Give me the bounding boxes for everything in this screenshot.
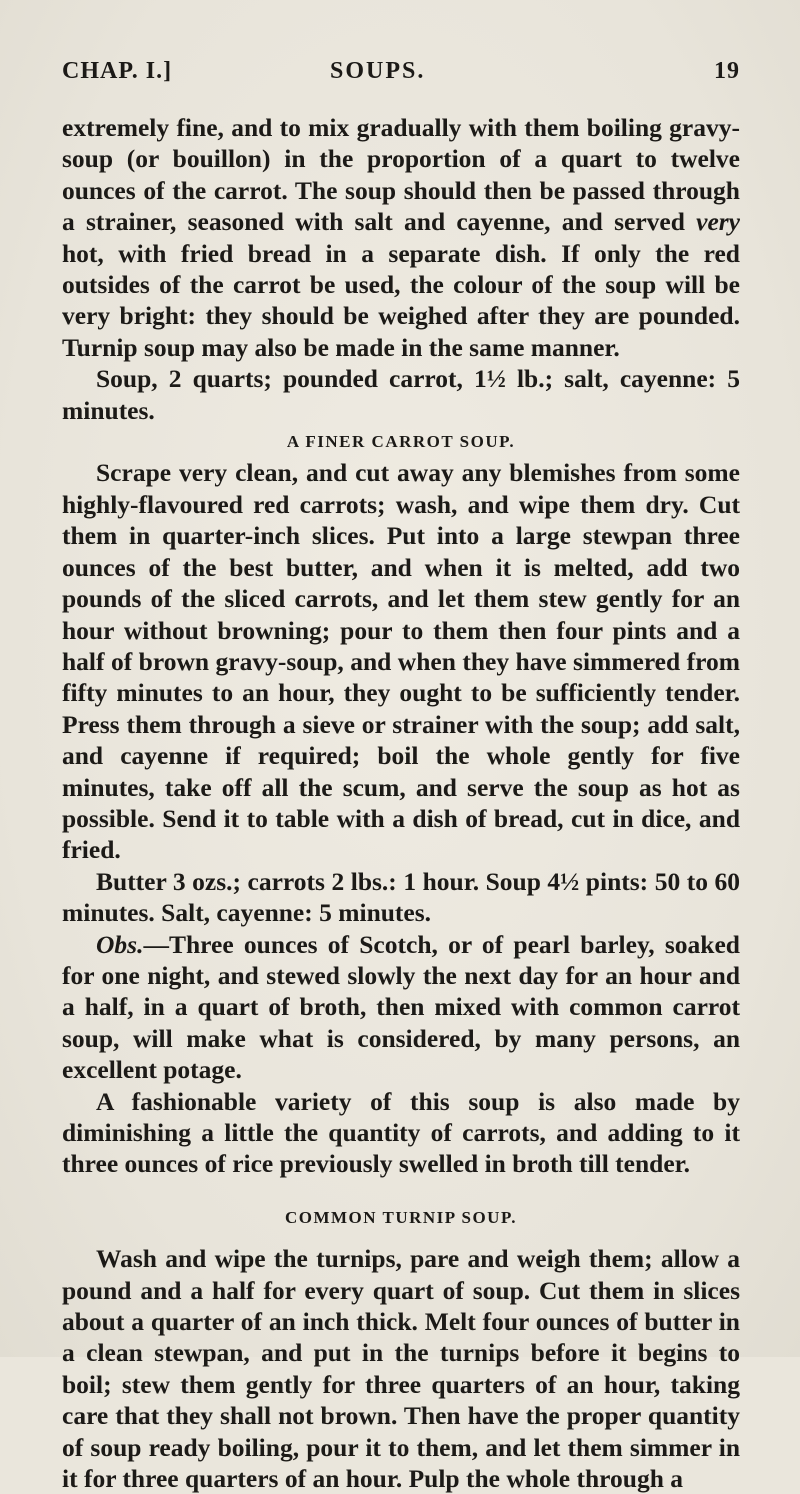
paragraph-continued <box>62 112 740 363</box>
paragraph: Scrape very clean, and cut away any blemishes from some highly-flavoured red carrots; wash, and wipe them dry. Cut them in quarter-inch slices. Put into a large stewpan three ounces of the best butter, and when it is melted, add two pounds of the sliced carrots, and let them stew gently for an hour without browning; pour to them then four pints and a half of brown gravy-soup, and when they have simmered from fifty minutes to an hour, they ought to be sufficiently tender. Press them through a sieve or strainer with the soup; add salt, and cayenne if required; boil the whole gently for five minutes, take off all the scum, and serve the soup as hot as possible. Send it to table with a dish of bread, cut in dice, and fried. <box>62 458 740 865</box>
obs-label: Obs. <box>96 929 144 959</box>
running-head <box>62 58 740 98</box>
emphasis-text: very <box>696 207 741 237</box>
paragraph: A fashionable variety of this soup is also made by diminishing a little the quantity of carrots, and adding to it three ounces of rice previously swelled in broth till tender. <box>62 1086 740 1179</box>
paragraph: Wash and wipe the turnips, pare and weigh them; allow a pound and a half for every quart of soup. Cut them in slices about a quarter of an inch thick. Melt four ounces of butter in a clean stewpan, and put in the turnips before it begins to boil; stew them gently for three quarters of an hour, taking care that they shall not brown. Then have the proper quantity of soup ready boiling, pour it to them, and let them simmer in it for three quarters of an hour. Pulp the whole through a <box>62 1244 740 1494</box>
paragraph-text: hot, with fried bread in a separate dish. If only the red outsides of the carrot be used, the colour of the soup will be very bright: they should be weighed after they are pounded. Turnip soup may also be made in the same manner. <box>62 238 740 362</box>
page-number: 19 <box>714 58 740 84</box>
paragraph-text: —Three ounces of Scotch, or of pearl barley, soaked for one night, and stewed slowly the next day for an hour and a half, in a quart of broth, then mixed with common carrot soup, will make what is considered, by many persons, an excellent potage. <box>62 929 740 1085</box>
page-body <box>62 112 740 1494</box>
recipe-summary: Soup, 2 quarts; pounded carrot, 1½ lb.; salt, cayenne: 5 minutes. <box>62 364 740 425</box>
section-heading: A FINER CARROT SOUP. <box>286 432 516 452</box>
paragraph-text: extremely fine, and to mix gradually with them boiling gravy-soup (or bouillon) in the proportion of a quart to twelve ounces of the carrot. The soup should then be passed through a strainer, seasoned with salt and cayenne, and served <box>62 113 740 237</box>
observation-paragraph <box>62 929 740 1086</box>
section-heading: COMMON TURNIP SOUP. <box>284 1207 518 1227</box>
section-title: SOUPS. <box>330 58 426 84</box>
recipe-summary: Butter 3 ozs.; carrots 2 lbs.: 1 hour. Soup 4½ pints: 50 to 60 minutes. Salt, cayenne: 5 minutes. <box>62 866 740 928</box>
chapter-label: CHAP. I.] <box>62 58 173 84</box>
